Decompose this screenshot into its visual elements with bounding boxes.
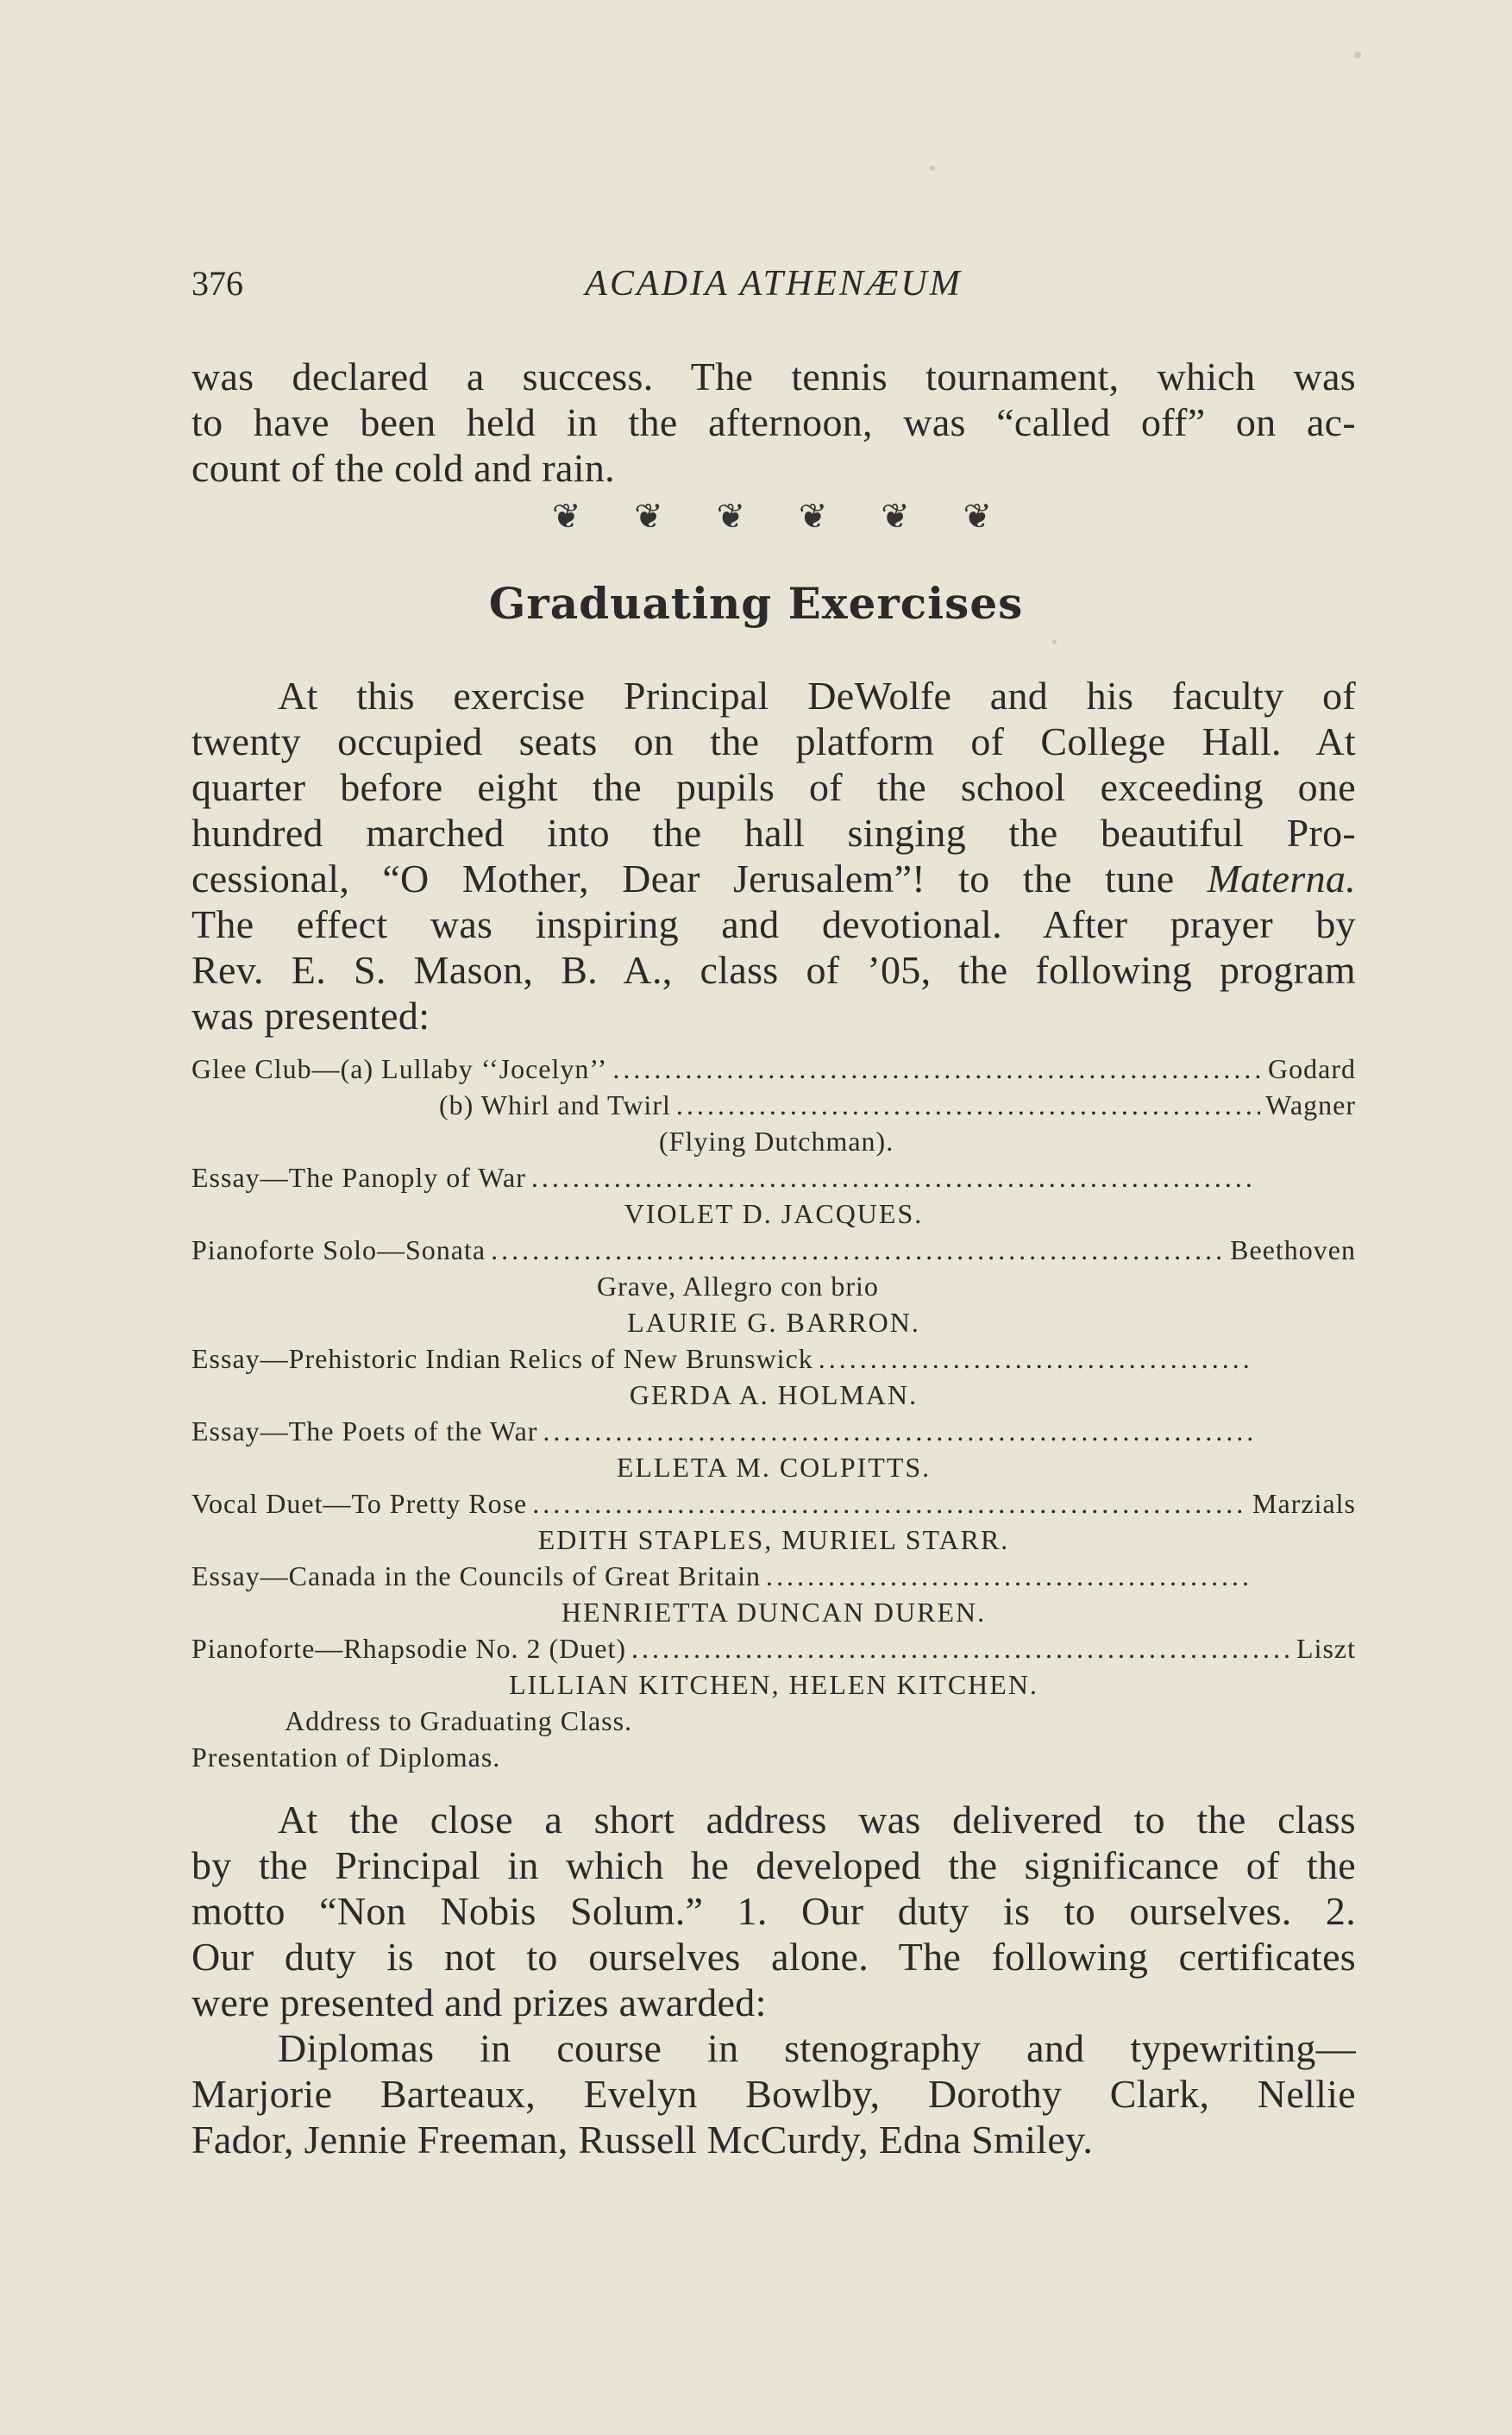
fleuron-icon: ❦ xyxy=(798,497,828,536)
performer: EDITH STAPLES, MURIEL STARR. xyxy=(537,1524,1010,1555)
item-label: Essay—Prehistoric Indian Relics of New Brunswick xyxy=(191,1343,813,1374)
page-number: 376 xyxy=(191,264,243,303)
leader-dots xyxy=(819,1340,1254,1377)
text-line: was presented: xyxy=(191,994,430,1038)
composer: Marzials xyxy=(1252,1488,1356,1519)
composer: Wagner xyxy=(1265,1089,1356,1120)
text-line: At the close a short address was delivered to the class xyxy=(278,1798,1356,1842)
program-item xyxy=(191,1232,1356,1268)
performer: GERDA A. HOLMAN. xyxy=(629,1379,919,1410)
paper-speck xyxy=(1052,640,1057,644)
running-head xyxy=(191,263,1356,306)
paper-speck xyxy=(1354,52,1361,59)
text-line: motto “Non Nobis Solum.” 1. Our duty is to ourselves. 2. xyxy=(191,1889,1356,1933)
text-line xyxy=(191,856,1356,901)
text-line: Rev. E. S. Mason, B. A., class of ’05, the following program xyxy=(191,948,1356,992)
composer: Beethoven xyxy=(1230,1234,1356,1265)
performer: ELLETA M. COLPITTS. xyxy=(616,1452,932,1483)
fleuron-icon: ❦ xyxy=(552,497,581,536)
program-item xyxy=(191,1159,1259,1196)
leader-dots xyxy=(532,1485,1247,1522)
program-list xyxy=(191,1051,1356,1775)
composer: Godard xyxy=(1268,1053,1356,1084)
performer: HENRIETTA DUNCAN DUREN. xyxy=(561,1597,987,1628)
fleuron-icon: ❦ xyxy=(881,497,910,536)
text-line: twenty occupied seats on the platform of College Hall. At xyxy=(191,719,1356,763)
fleuron-icon: ❦ xyxy=(634,497,663,536)
program-item xyxy=(191,1558,1259,1594)
item-label: Essay—The Poets of the War xyxy=(191,1415,538,1447)
text-line: to have been held in the afternoon, was “called off” on ac- xyxy=(191,400,1356,444)
paragraph-2 xyxy=(191,1797,1356,2162)
performer: LILLIAN KITCHEN, HELEN KITCHEN. xyxy=(509,1669,1038,1700)
text-line: The effect was inspiring and devotional. After prayer by xyxy=(191,902,1356,946)
leader-dots xyxy=(531,1159,1254,1196)
text-line: were presented and prizes awarded: xyxy=(191,1980,767,2024)
text-line: by the Principal in which he developed the significance of the xyxy=(191,1843,1356,1887)
item-label: Essay—The Panoply of War xyxy=(191,1162,526,1193)
journal-title: ACADIA ATHENÆUM xyxy=(585,264,963,304)
intro-paragraph xyxy=(191,354,1356,491)
leader-dots xyxy=(676,1087,1260,1123)
text-line: count of the cold and rain. xyxy=(191,446,615,490)
paper-speck xyxy=(930,166,935,171)
text-line: Diplomas in course in stenography and typewriting— xyxy=(278,2026,1356,2070)
program-item xyxy=(191,1630,1356,1666)
leader-dots xyxy=(631,1630,1291,1666)
program-item: Presentation of Diplomas. xyxy=(191,1742,501,1773)
item-label: Essay—Canada in the Councils of Great Britain xyxy=(191,1560,761,1591)
performer: VIOLET D. JACQUES. xyxy=(624,1198,924,1229)
paragraph-1 xyxy=(191,673,1356,1039)
item-label: Glee Club—(a) Lullaby ‘‘Jocelyn’’ xyxy=(191,1053,608,1084)
program-item xyxy=(191,1413,1259,1449)
text-line: hundred marched into the hall singing the beautiful Pro- xyxy=(191,811,1356,855)
leader-dots xyxy=(612,1051,1263,1087)
fleuron-icon: ❦ xyxy=(963,497,992,536)
program-item xyxy=(191,1340,1259,1377)
item-label: Pianoforte—Rhapsodie No. 2 (Duet) xyxy=(191,1633,627,1664)
program-note: Grave, Allegro con brio xyxy=(597,1271,879,1302)
performer: LAURIE G. BARRON. xyxy=(627,1307,920,1338)
text-line: Our duty is not to ourselves alone. The following certificates xyxy=(191,1935,1356,1979)
ornament-row xyxy=(552,496,992,537)
item-label: Pianoforte Solo—Sonata xyxy=(191,1234,486,1265)
leader-dots xyxy=(491,1232,1225,1268)
text-line: Fador, Jennie Freeman, Russell McCurdy, Edna Smiley. xyxy=(191,2118,1094,2162)
fleuron-icon: ❦ xyxy=(716,497,746,536)
text-line: At this exercise Principal DeWolfe and his faculty of xyxy=(278,674,1356,718)
text-line: quarter before eight the pupils of the school exceeding one xyxy=(191,765,1356,809)
program-item xyxy=(191,1087,1356,1123)
leader-dots xyxy=(766,1558,1254,1594)
program-item xyxy=(191,1051,1356,1087)
text-line: was declared a success. The tennis tournament, which was xyxy=(191,355,1356,399)
item-label: (b) Whirl and Twirl xyxy=(439,1089,671,1120)
item-label: Vocal Duet—To Pretty Rose xyxy=(191,1488,528,1519)
program-note: (Flying Dutchman). xyxy=(659,1126,894,1157)
composer: Liszt xyxy=(1296,1633,1356,1664)
text-segment: cessional, “O Mother, Dear Jerusalem”! to the tune xyxy=(191,857,1208,901)
italic-word: Materna. xyxy=(1207,857,1356,901)
program-item: Address to Graduating Class. xyxy=(285,1705,633,1736)
section-title: Graduating Exercises xyxy=(488,578,1024,629)
text-line: Marjorie Barteaux, Evelyn Bowlby, Dorothy Clark, Nellie xyxy=(191,2072,1356,2116)
program-item xyxy=(191,1485,1356,1522)
leader-dots xyxy=(543,1413,1254,1449)
